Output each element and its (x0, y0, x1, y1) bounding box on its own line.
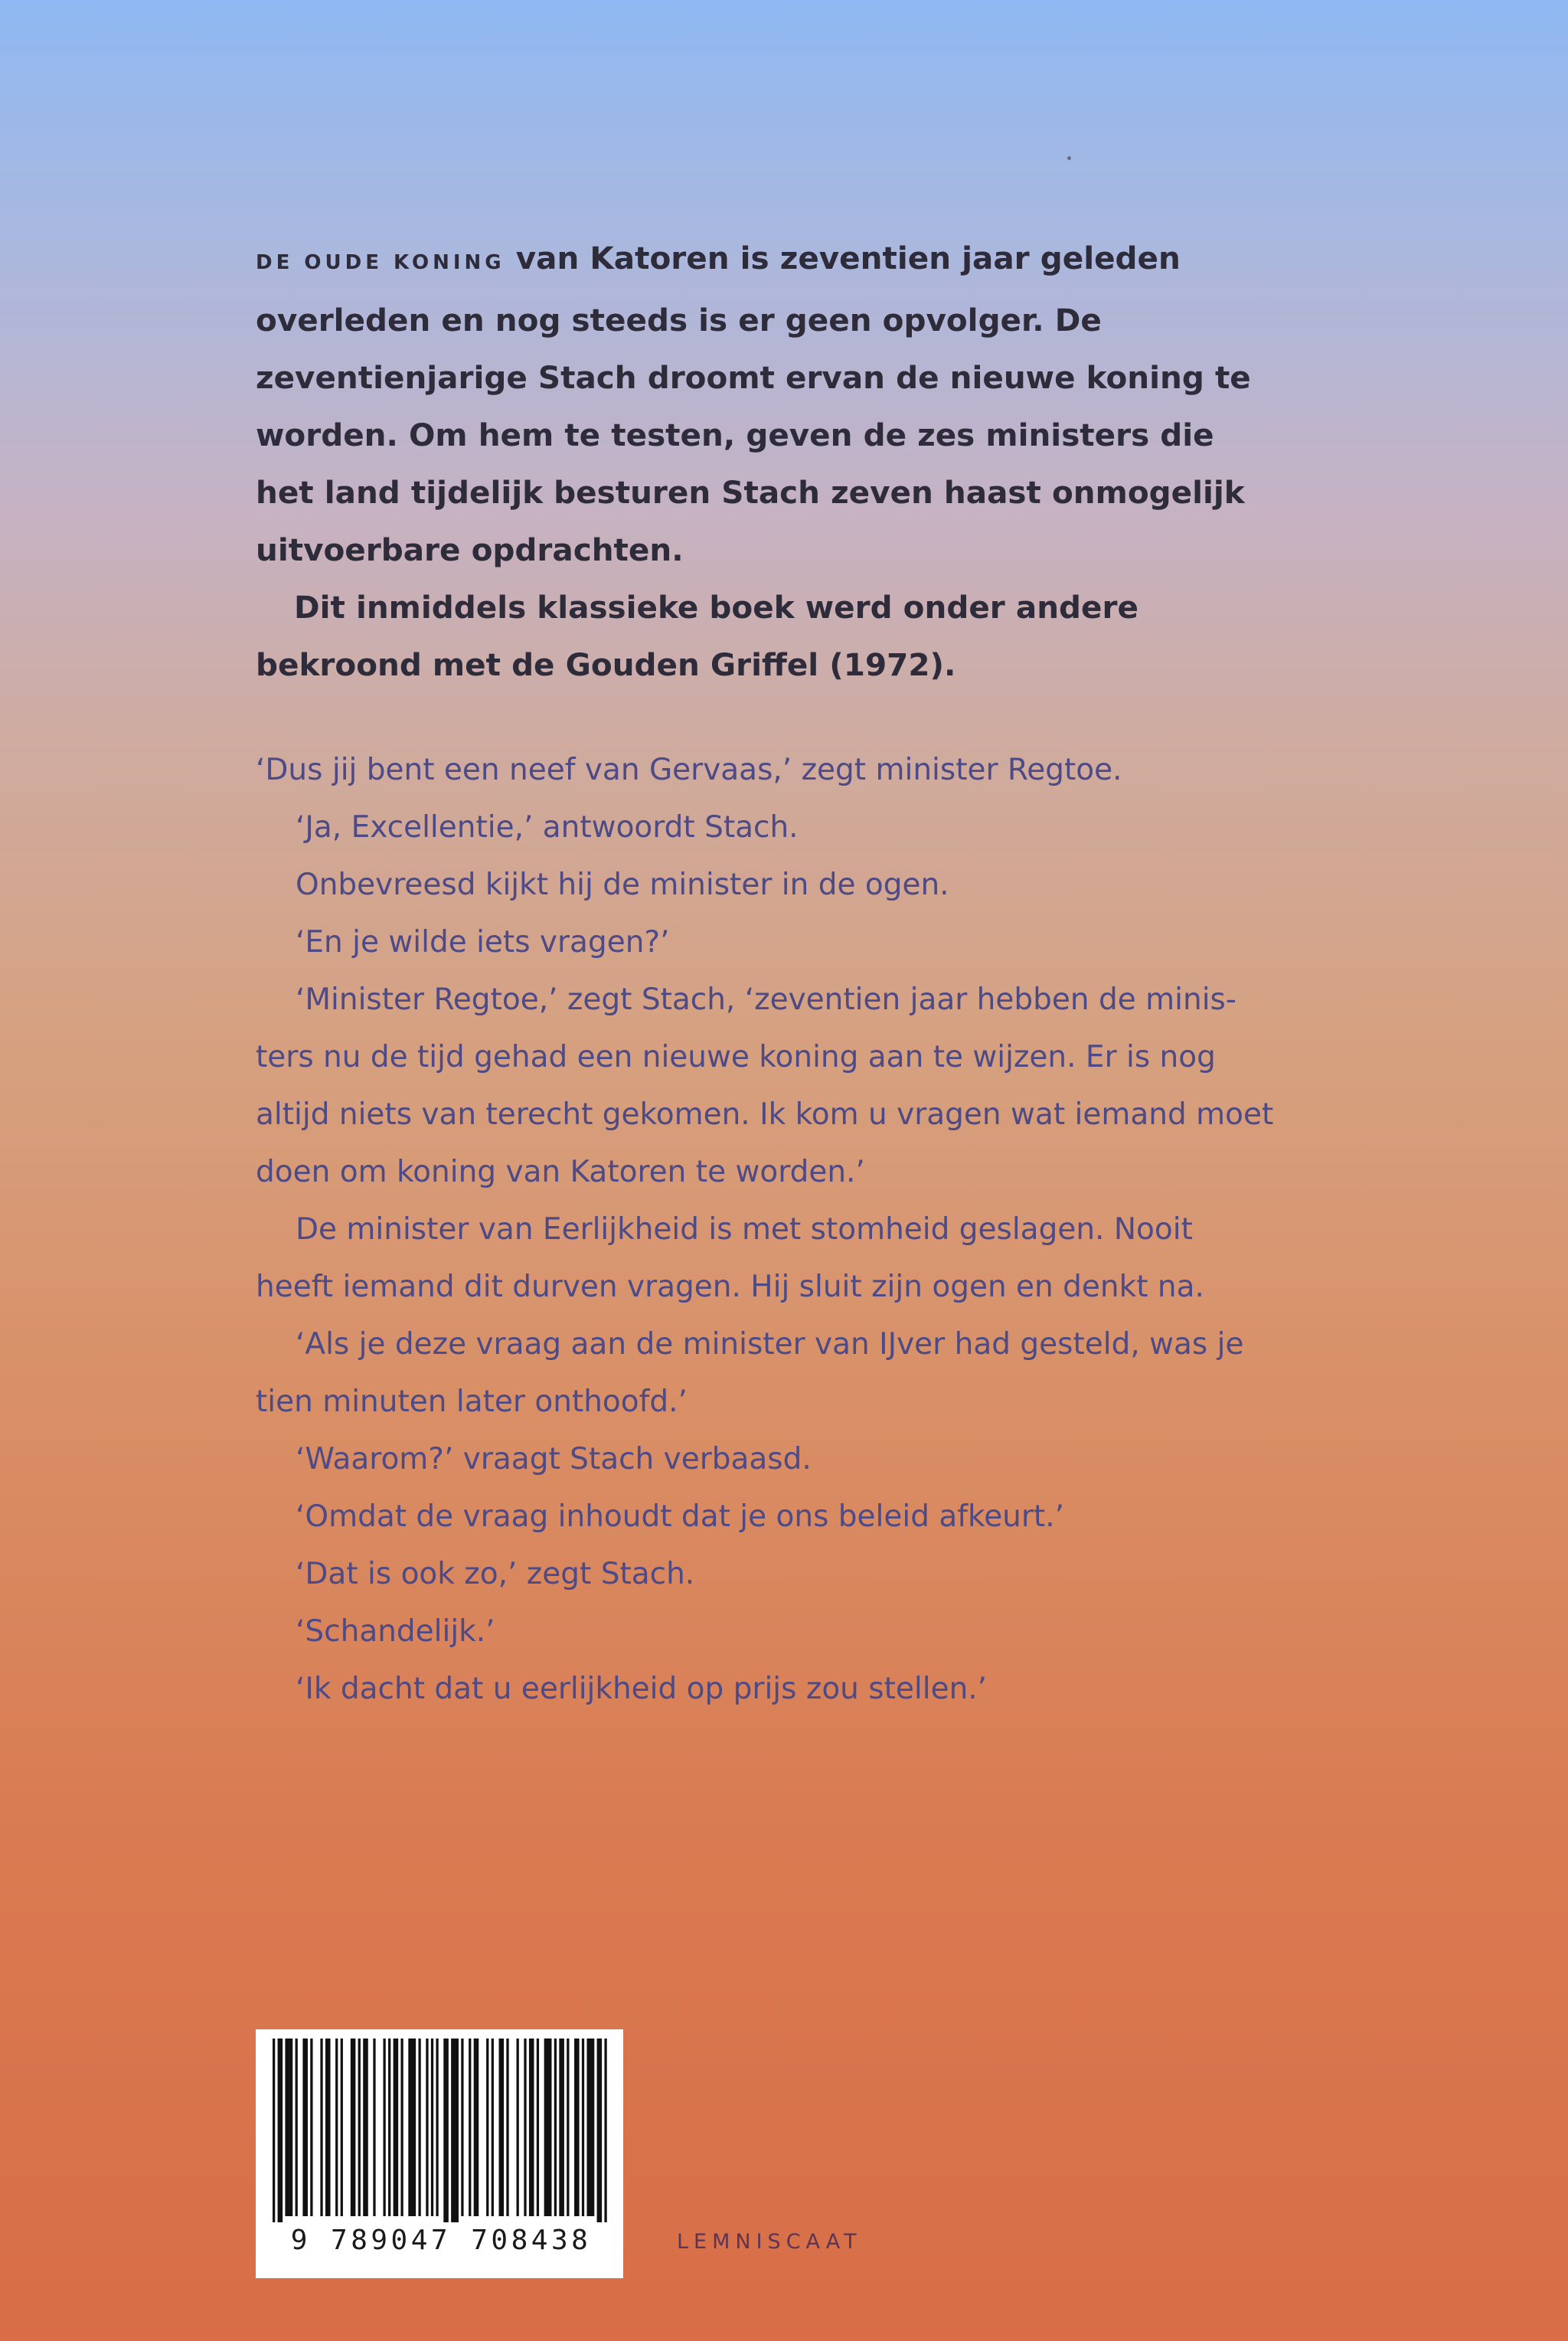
barcode-bar (604, 2039, 606, 2222)
barcode-bar (436, 2039, 438, 2216)
barcode-bar (492, 2039, 494, 2216)
excerpt-paragraph: ‘Ja, Excellentie,’ antwoordt Stach. (296, 810, 799, 845)
barcode-bar (400, 2039, 403, 2216)
blurb-paragraph-1-text: van Katoren is zeventien jaar geleden overleden en nog steeds is er geen opvolger. De zeventienjarige Stach droomt ervan de nieuwe koning te worden. Om hem te testen, geven de zes ministers die het land tijdelijk besturen Stach zeven haast onmogelijk uitvoerbare opdrachten. (256, 240, 1251, 568)
barcode-bar (383, 2039, 385, 2216)
barcode-bar (544, 2039, 552, 2216)
barcode-bar (574, 2039, 580, 2216)
barcode-bar (285, 2039, 292, 2216)
barcode-bar (273, 2039, 275, 2222)
back-cover-blurb (256, 230, 1274, 694)
blurb-paragraph-1 (256, 230, 1274, 579)
barcode-bar (431, 2039, 433, 2216)
excerpt-paragraph: ‘Waarom?’ vraagt Stach verbaasd. (296, 1442, 812, 1476)
barcode-bar (567, 2039, 569, 2216)
publisher-name: LEMNISCAAT (677, 2230, 862, 2254)
barcode-bar (461, 2039, 463, 2216)
barcode-bars (273, 2039, 609, 2222)
barcode-bar (363, 2039, 368, 2216)
barcode-bar (443, 2039, 449, 2222)
barcode-bar (582, 2039, 584, 2216)
isbn-number: 9 789047 708438 (290, 2225, 592, 2256)
excerpt-paragraph: ‘Ik dacht dat u eerlijkheid op prijs zou stellen.’ (296, 1672, 988, 1706)
barcode-bar (358, 2039, 361, 2216)
barcode-bar (302, 2039, 308, 2216)
barcode-bar (310, 2039, 312, 2216)
barcode-bar (296, 2039, 298, 2216)
barcode-bar (418, 2039, 420, 2216)
excerpt-paragraph: Onbevreesd kijkt hij de minister in de ogen. (296, 868, 949, 902)
barcode-bar (394, 2039, 399, 2216)
isbn-barcode (256, 2029, 623, 2278)
excerpt-paragraph: ‘Omdat de vraag inhoudt dat je ons beleid afkeurt.’ (296, 1499, 1065, 1534)
book-excerpt (256, 741, 1274, 1718)
barcode-bar (474, 2039, 479, 2216)
barcode-bar (451, 2039, 459, 2222)
excerpt-paragraph: ‘Dat is ook zo,’ zegt Stach. (296, 1557, 695, 1591)
barcode-bar (325, 2039, 331, 2216)
barcode-bar (469, 2039, 471, 2216)
excerpt-paragraph: ‘Als je deze vraag aan de minister van IJver had gesteld, was je tien minuten later onthoofd.’ (256, 1327, 1244, 1419)
barcode-bar (373, 2039, 375, 2216)
excerpt-paragraph: ‘Schandelijk.’ (296, 1614, 495, 1649)
barcode-bar (335, 2039, 338, 2216)
print-speck (1067, 156, 1071, 160)
blurb-paragraph-2: Dit inmiddels klassieke boek werd onder andere bekroond met de Gouden Griffel (1972). (256, 589, 1138, 683)
barcode-bar (320, 2039, 322, 2216)
barcode-bar (341, 2039, 343, 2216)
excerpt-paragraph: De minister van Eerlijkheid is met stomheid geslagen. Nooit heeft iemand dit durven vragen. Hij sluit zijn ogen en denkt na. (256, 1212, 1204, 1304)
barcode-bar (408, 2039, 416, 2216)
excerpt-paragraph: ‘En je wilde iets vragen?’ (296, 925, 670, 960)
barcode-bar (426, 2039, 428, 2216)
barcode-bar (537, 2039, 539, 2216)
barcode-bar (486, 2039, 488, 2216)
barcode-bar (351, 2039, 356, 2216)
barcode-bar (524, 2039, 526, 2216)
barcode-bar (517, 2039, 519, 2216)
barcode-bar (559, 2039, 564, 2216)
barcode-bar (388, 2039, 390, 2216)
barcode-bar (586, 2039, 594, 2216)
barcode-bar (529, 2039, 534, 2216)
blurb-lead-smallcaps: DE OUDE KONING (256, 251, 505, 274)
excerpt-paragraph: ‘Dus jij bent een neef van Gervaas,’ zegt minister Regtoe. (256, 753, 1122, 787)
barcode-bar (278, 2039, 283, 2222)
barcode-bar (554, 2039, 557, 2216)
barcode-bar (499, 2039, 505, 2216)
excerpt-paragraph: ‘Minister Regtoe,’ zegt Stach, ‘zeventien jaar hebben de ministers nu de tijd gehad een nieuwe koning aan te wijzen. Er is nog altijd niets van terecht gekomen. Ik kom u vragen wat iemand moet doen om koning van Katoren te worden.’ (256, 983, 1274, 1189)
barcode-bar (506, 2039, 508, 2216)
barcode-bar (597, 2039, 603, 2222)
